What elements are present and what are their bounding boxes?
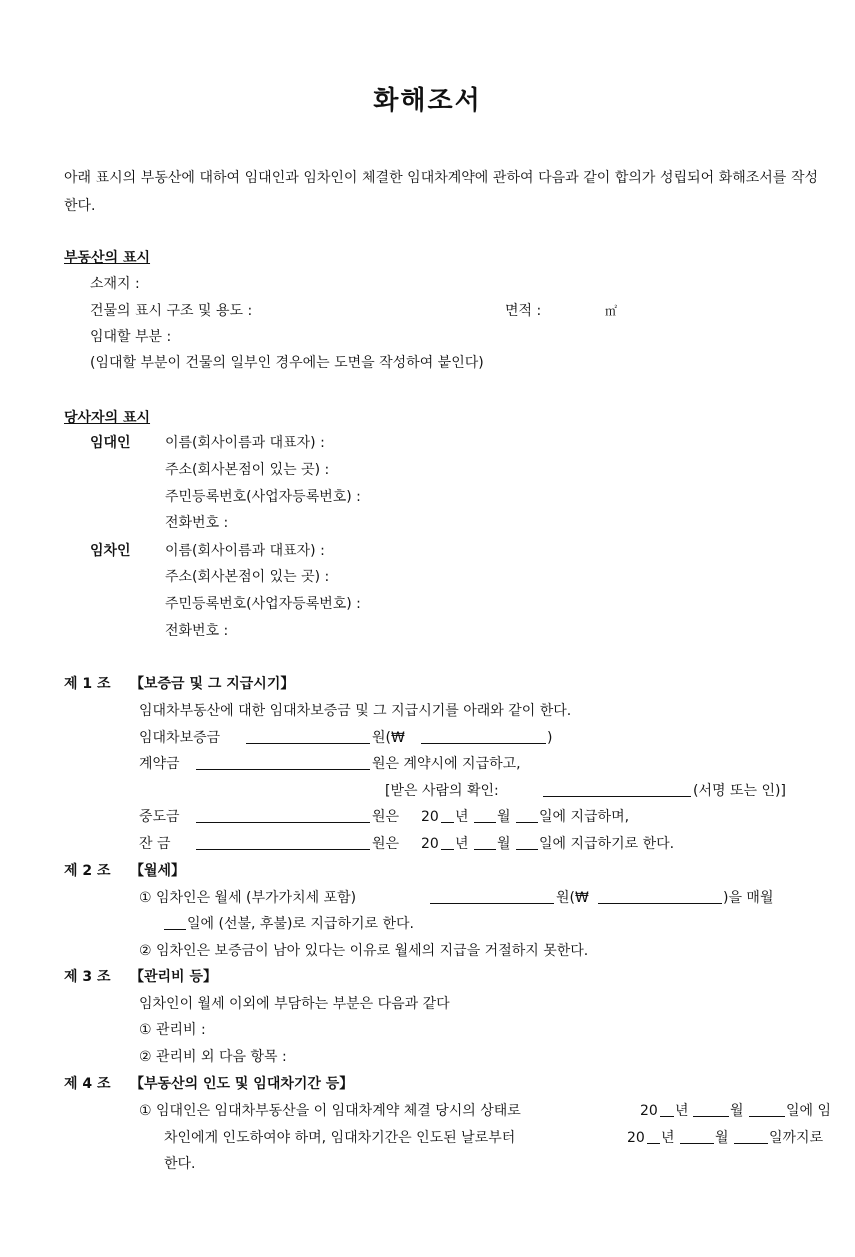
lessee-id-field: 주민등록번호(사업자등록번호) : — [165, 596, 361, 612]
deposit-close-paren: ) — [547, 730, 553, 746]
article3-number: 제 3 조 — [64, 969, 111, 985]
rent-figure-blank[interactable] — [598, 889, 722, 904]
property-note: (임대할 부분이 건물의 일부인 경우에는 도면을 작성하여 붙인다) — [90, 355, 484, 371]
balance-month-blank[interactable] — [474, 835, 496, 850]
lessor-phone-field: 전화번호 : — [165, 515, 229, 531]
balance-month-unit: 월 — [497, 836, 511, 852]
article1-description: 임대차부동산에 대한 임대차보증금 및 그 지급시기를 아래와 같이 한다. — [139, 703, 572, 719]
middle-amount-blank[interactable] — [196, 808, 370, 823]
balance-day-blank[interactable] — [516, 835, 538, 850]
delivery-year-unit: 년 — [675, 1103, 689, 1119]
article4-line2-text: 차인에게 인도하여야 하며, 임대차기간은 인도된 날로부터 — [164, 1130, 516, 1146]
term-end-day-text: 일까지로 — [769, 1130, 824, 1146]
delivery-month-blank[interactable] — [693, 1102, 729, 1117]
middle-year-blank[interactable] — [441, 808, 454, 823]
intro-paragraph: 아래 표시의 부동산에 대하여 임대인과 임차인이 체결한 임대차계약에 관하여 다음과 같이 합의가 성립되어 화해조서를 작성한다. — [64, 170, 818, 214]
balance-year-blank[interactable] — [441, 835, 454, 850]
rent-item2: ② 임차인은 보증금이 남아 있다는 이유로 월세의 지급을 거절하지 못한다. — [139, 943, 589, 959]
middle-year-prefix: 20 — [421, 809, 439, 825]
delivery-year-blank[interactable] — [660, 1102, 674, 1117]
property-building: 건물의 표시 구조 및 용도 : — [90, 303, 253, 319]
article4-line3-text: 한다. — [164, 1156, 196, 1172]
document-title: 화해조서 — [373, 86, 482, 116]
rent-day-text: 일에 (선불, 후불)로 지급하기로 한다. — [187, 916, 414, 932]
receipt-signature-blank[interactable] — [543, 782, 691, 797]
balance-day-text: 일에 지급하기로 한다. — [539, 836, 675, 852]
article3-title: 【관리비 등】 — [130, 969, 217, 985]
deposit-label: 임대차보증금 — [139, 730, 221, 746]
property-area-label: 면적 : — [505, 303, 542, 319]
lessor-id-field: 주민등록번호(사업자등록번호) : — [165, 489, 361, 505]
contract-text: 원은 계약시에 지급하고, — [372, 756, 521, 772]
property-heading: 부동산의 표시 — [64, 250, 151, 266]
middle-won-eun: 원은 — [372, 809, 400, 825]
rent-monthly-text: )을 매월 — [723, 890, 774, 906]
middle-payment-label: 중도금 — [139, 809, 180, 825]
middle-day-blank[interactable] — [516, 808, 538, 823]
delivery-month-unit: 월 — [730, 1103, 744, 1119]
term-end-day-blank[interactable] — [734, 1129, 768, 1144]
middle-day-text: 일에 지급하며, — [539, 809, 630, 825]
receipt-confirm-text: [받은 사람의 확인: — [385, 783, 499, 799]
lessee-label: 임차인 — [90, 543, 131, 559]
article4-number: 제 4 조 — [64, 1076, 111, 1092]
delivery-day-blank[interactable] — [749, 1102, 785, 1117]
middle-year-unit: 년 — [455, 809, 469, 825]
lessor-address-field: 주소(회사본점이 있는 곳) : — [165, 462, 330, 478]
rent-amount-blank[interactable] — [430, 889, 554, 904]
article4-line1-year-prefix: 20 — [640, 1103, 658, 1119]
lessee-address-field: 주소(회사본점이 있는 곳) : — [165, 569, 330, 585]
middle-month-blank[interactable] — [474, 808, 496, 823]
property-location: 소재지 : — [90, 276, 140, 292]
lessor-name-field: 이름(회사이름과 대표자) : — [165, 435, 325, 451]
balance-year-unit: 년 — [455, 836, 469, 852]
delivery-day-text: 일에 임 — [786, 1103, 832, 1119]
term-end-month-blank[interactable] — [680, 1129, 714, 1144]
rent-day-blank[interactable] — [164, 915, 186, 930]
parties-heading: 당사자의 표시 — [64, 410, 151, 426]
other-items: ② 관리비 외 다음 항목 : — [139, 1049, 287, 1065]
article3-description: 임차인이 월세 이외에 부담하는 부분은 다음과 같다 — [139, 996, 450, 1012]
deposit-amount-blank[interactable] — [246, 729, 370, 744]
article2-number: 제 2 조 — [64, 863, 111, 879]
article4-title: 【부동산의 인도 및 임대차기간 등】 — [130, 1076, 354, 1092]
contract-label: 계약금 — [139, 756, 180, 772]
article2-title: 【월세】 — [130, 863, 186, 879]
deposit-won-paren: 원(₩ — [372, 730, 405, 746]
balance-won-eun: 원은 — [372, 836, 400, 852]
term-end-year-blank[interactable] — [647, 1129, 660, 1144]
deposit-figure-blank[interactable] — [421, 729, 546, 744]
article1-title: 【보증금 및 그 지급시기】 — [130, 676, 295, 692]
rent-item1-text: ① 임차인은 월세 (부가가치세 포함) — [139, 890, 357, 906]
lessee-phone-field: 전화번호 : — [165, 623, 229, 639]
article4-line1-text: ① 임대인은 임대차부동산을 이 임대차계약 체결 당시의 상태로 — [139, 1103, 521, 1119]
article1-number: 제 1 조 — [64, 676, 111, 692]
term-end-month-unit: 월 — [715, 1130, 729, 1146]
management-fee-item: ① 관리비 : — [139, 1022, 206, 1038]
balance-label: 잔 금 — [139, 836, 171, 852]
rent-won-paren: 원(₩ — [556, 890, 589, 906]
lessor-label: 임대인 — [90, 435, 131, 451]
balance-year-prefix: 20 — [421, 836, 439, 852]
middle-month-unit: 월 — [497, 809, 511, 825]
property-area-unit: ㎡ — [605, 304, 618, 318]
balance-amount-blank[interactable] — [196, 835, 370, 850]
contract-amount-blank[interactable] — [196, 755, 370, 770]
article4-line2-year-prefix: 20 — [627, 1130, 645, 1146]
term-end-year-unit: 년 — [661, 1130, 675, 1146]
property-lease-part: 임대할 부분 : — [90, 329, 172, 345]
receipt-sign-text: (서명 또는 인)] — [693, 783, 786, 799]
lessee-name-field: 이름(회사이름과 대표자) : — [165, 543, 325, 559]
